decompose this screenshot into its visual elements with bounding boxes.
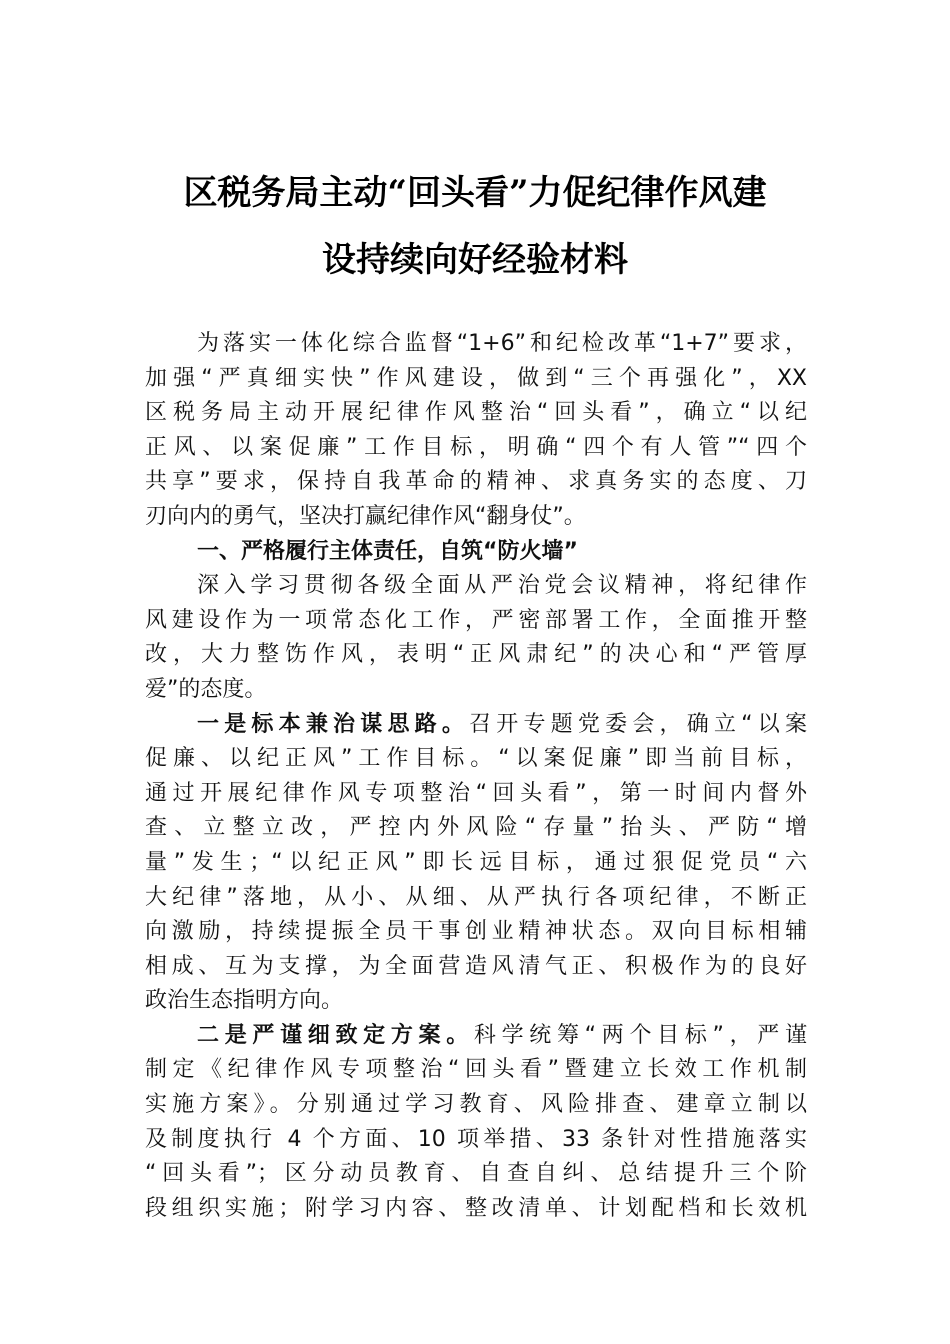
text-line: 促廉、以纪正风”工作目标。“以案促廉”即当前目标， <box>145 746 807 772</box>
text-line: 相成、互为支撑，为全面营造风清气正、积极作为的良好 <box>145 953 807 979</box>
text-line: 共享”要求，保持自我革命的精神、求真务实的态度、刀 <box>145 469 807 495</box>
text-line: 量”发生；“以纪正风”即长远目标，通过狠促党员“六 <box>145 849 807 875</box>
text-line: 加强“严真细实快”作风建设，做到“三个再强化”，XX <box>145 365 807 391</box>
text-line: 及制度执行 4 个方面、10 项举措、33 条针对性措施落实 <box>145 1126 807 1152</box>
text-line: 大纪律”落地，从小、从细、从严执行各项纪律，不断正 <box>145 884 807 910</box>
text-line: 向激励，持续提振全员干事创业精神状态。双向目标相辅 <box>145 919 807 945</box>
text-line: 段组织实施；附学习内容、整改清单、计划配档和长效机 <box>145 1195 807 1221</box>
text-line: 正风、以案促廉”工作目标，明确“四个有人管”“四个 <box>145 434 807 460</box>
point1-paragraph <box>145 708 807 1019</box>
point2-paragraph <box>145 1019 807 1227</box>
intro-paragraph <box>145 327 807 535</box>
text-line: “回头看”；区分动员教育、自查自纠、总结提升三个阶 <box>145 1161 807 1187</box>
text-line: 查、立整立改，严控内外风险“存量”抬头、严防“增 <box>145 815 807 841</box>
text-line: 通过开展纪律作风专项整治“回头看”，第一时间内督外 <box>145 780 807 806</box>
text-line: 制定《纪律作风专项整治“回头看”暨建立长效工作机制 <box>145 1057 807 1083</box>
text-line: 深入学习贯彻各级全面从严治党会议精神，将纪律作 <box>197 573 807 599</box>
text-line <box>145 708 807 743</box>
text-line: 为落实一体化综合监督“1+6”和纪检改革“1+7”要求， <box>197 331 807 356</box>
point-lead: 一是标本兼治谋思路。 <box>197 711 470 737</box>
text-line: 爱”的态度。 <box>145 676 267 702</box>
text-line <box>145 1019 807 1054</box>
text-line: 改，大力整饬作风，表明“正风肃纪”的决心和“严管厚 <box>145 642 807 668</box>
document-title-line-2: 设持续向好经验材料 <box>322 240 628 280</box>
point-lead: 二是严谨细致定方案。 <box>197 1022 474 1048</box>
text-line: 政治生态指明方向。 <box>145 988 344 1014</box>
point-text: 召开专题党委会，确立“以案 <box>469 711 807 737</box>
text-line: 刃向内的勇气，坚决打赢纪律作风“翻身仗”。 <box>145 503 586 529</box>
document-title-line-1: 区税务局主动“回头看”力促纪律作风建 <box>183 173 767 213</box>
section1-paragraph <box>145 569 807 707</box>
text-line: 区税务局主动开展纪律作风整治“回头看”，确立“以纪 <box>145 400 807 426</box>
section-heading: 一、严格履行主体责任，自筑“防火墙” <box>197 538 578 564</box>
point-text: 科学统筹“两个目标”，严谨 <box>473 1022 807 1048</box>
document-body <box>145 327 807 1226</box>
text-line: 实施方案》。分别通过学习教育、风险排查、建章立制以 <box>145 1092 807 1118</box>
text-line: 风建设作为一项常态化工作，严密部署工作，全面推开整 <box>145 607 807 633</box>
